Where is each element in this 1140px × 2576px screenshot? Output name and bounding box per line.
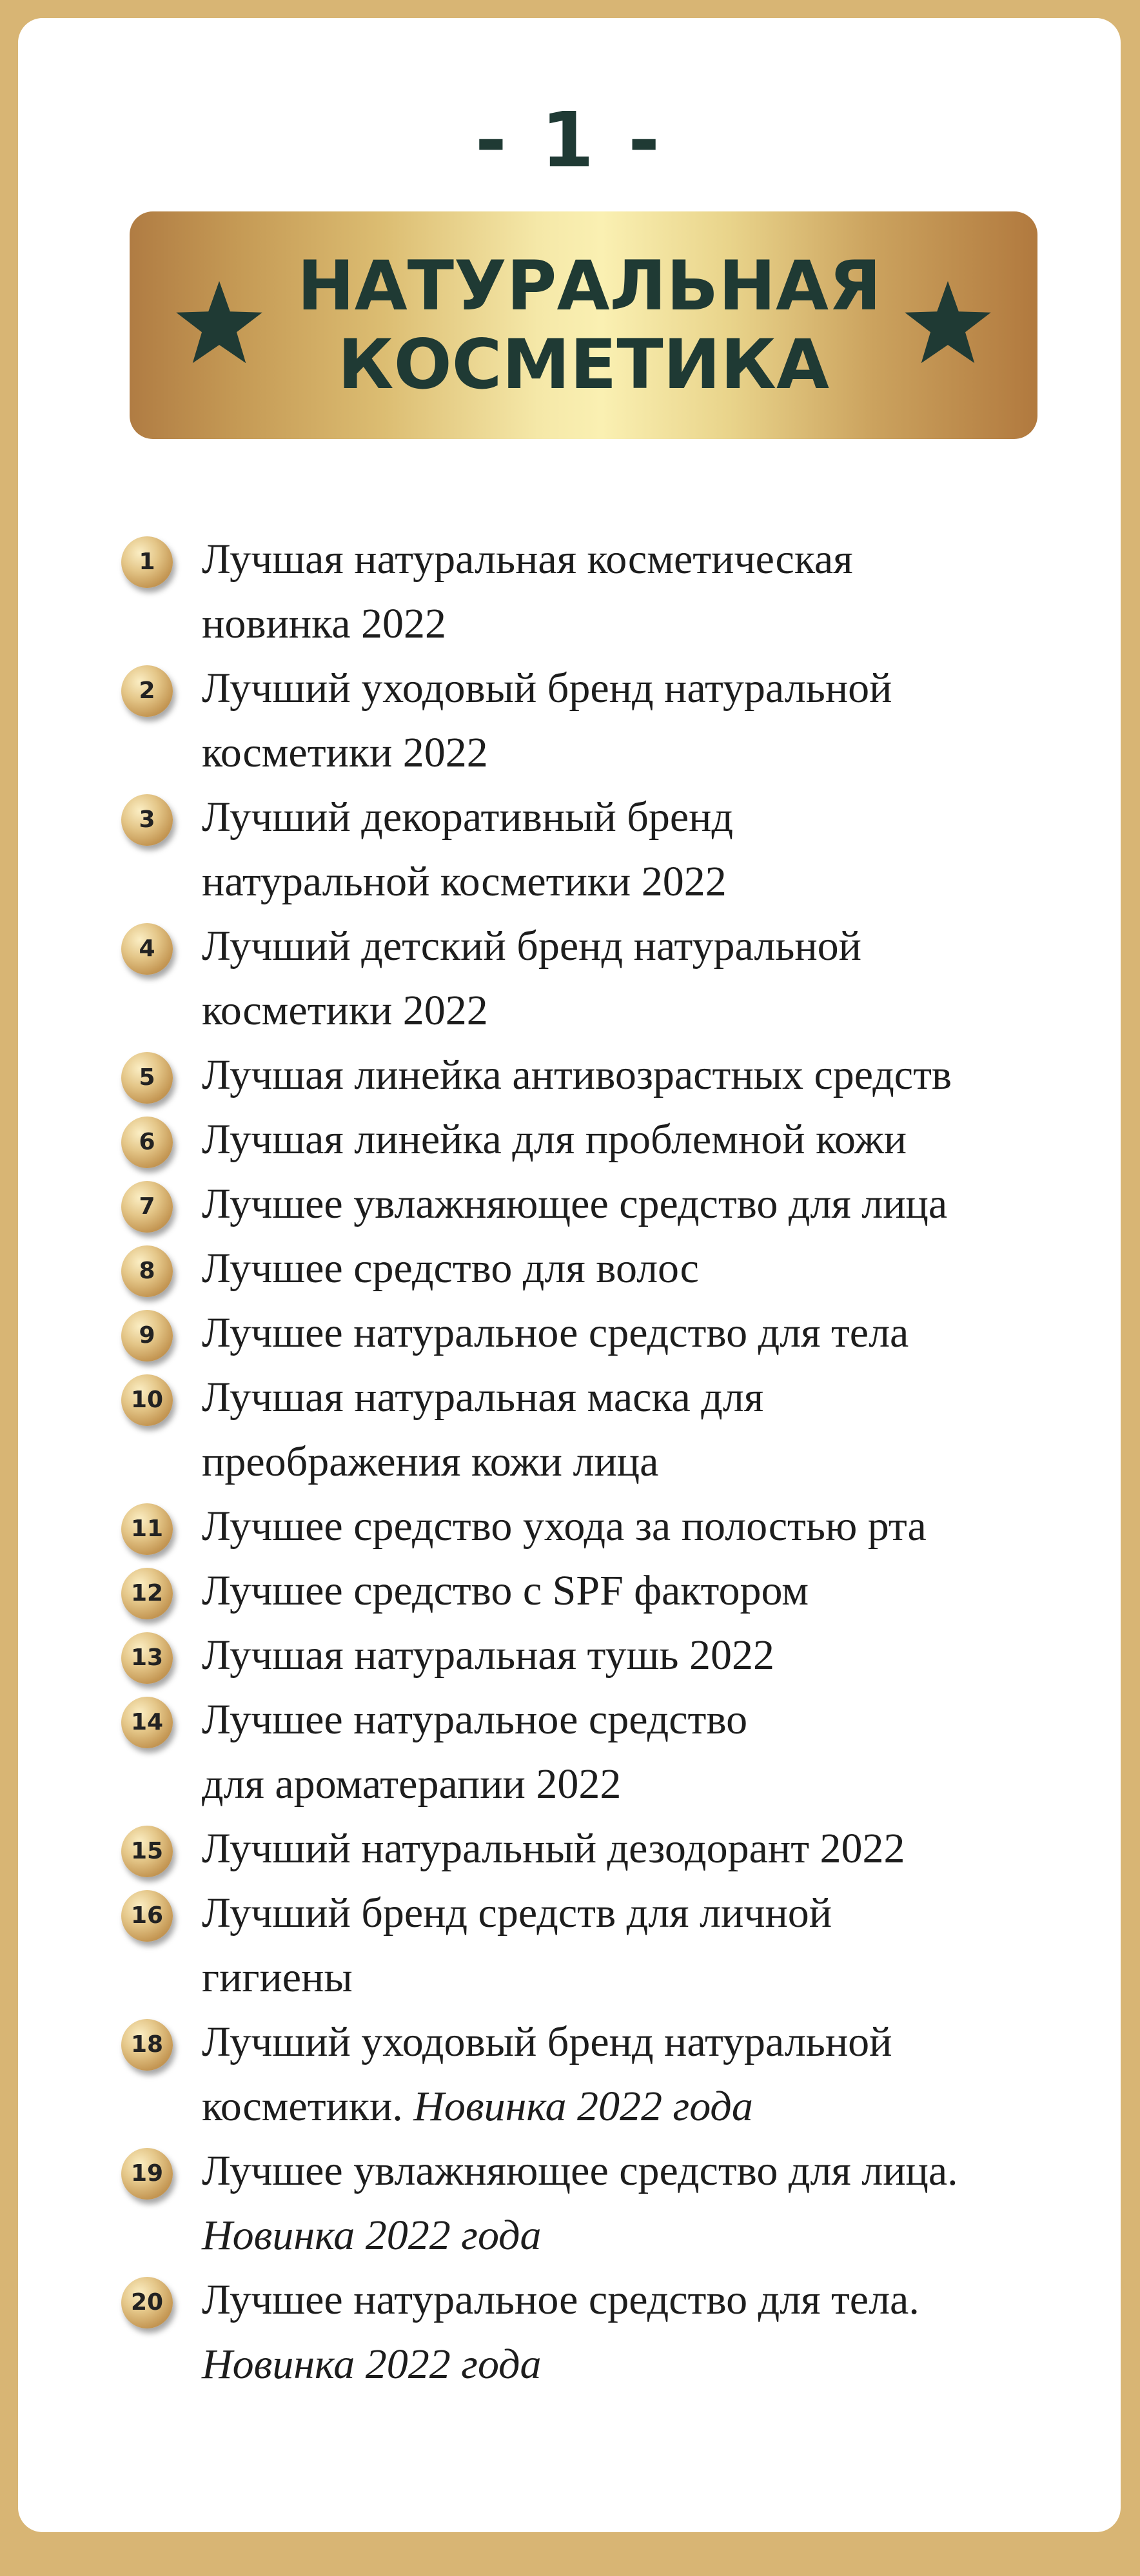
section-number: - 1 - (475, 95, 664, 184)
nomination-item (121, 2268, 1050, 2397)
nomination-text: Лучшая линейка для проблемной кожи (202, 1116, 907, 1163)
nomination-text: Лучшая натуральная косметическая (202, 536, 853, 583)
number-badge: 3 (121, 794, 173, 846)
nomination-text: Лучшее средство с SPF фактором (202, 1567, 809, 1614)
nomination-label (202, 785, 1050, 914)
nomination-label (202, 1043, 1050, 1107)
nomination-item (121, 1172, 1050, 1236)
nomination-text: Лучшее натуральное средство для тела. (202, 2276, 919, 2323)
number-badge: 9 (121, 1310, 173, 1361)
category-title-line1: НАТУРАЛЬНАЯ (297, 246, 881, 326)
nomination-item (121, 1365, 1050, 1494)
nomination-line (202, 1172, 1050, 1236)
nomination-label (202, 914, 1050, 1043)
number-badge: 5 (121, 1052, 173, 1104)
nomination-label (202, 1559, 1050, 1623)
nomination-item (121, 2139, 1050, 2268)
nomination-label (202, 1623, 1050, 1688)
nomination-text: Лучшая натуральная маска для (202, 1374, 764, 1421)
nomination-line (202, 785, 1050, 850)
number-badge: 7 (121, 1181, 173, 1233)
nomination-line (202, 2332, 1050, 2397)
nomination-line (202, 979, 1050, 1043)
nomination-line (202, 914, 1050, 979)
nomination-text: Лучший уходовый бренд натуральной (202, 665, 892, 712)
nomination-item (121, 1494, 1050, 1559)
nomination-label (202, 1172, 1050, 1236)
nomination-text: Лучшая линейка антивозрастных средств (202, 1051, 952, 1098)
nomination-line (202, 527, 1050, 592)
nomination-line (202, 2139, 1050, 2203)
nomination-line (202, 1236, 1050, 1301)
nomination-item (121, 1623, 1050, 1688)
nomination-text: Лучшее средство ухода за полостью рта (202, 1503, 927, 1550)
nomination-label (202, 2139, 1050, 2268)
nomination-label (202, 1365, 1050, 1494)
content-card (18, 18, 1121, 2532)
nomination-label (202, 1494, 1050, 1559)
nomination-text: Лучшее натуральное средство для тела (202, 1309, 909, 1356)
nomination-item (121, 1107, 1050, 1172)
nomination-item (121, 1559, 1050, 1623)
nomination-text: Лучшее увлажняющее средство для лица (202, 1180, 948, 1227)
nomination-item (121, 1817, 1050, 1881)
nomination-line (202, 721, 1050, 785)
nomination-label (202, 1817, 1050, 1881)
number-badge: 12 (121, 1568, 173, 1619)
nomination-item (121, 2010, 1050, 2139)
nomination-item (121, 1881, 1050, 2010)
nomination-text: Лучшее натуральное средство (202, 1696, 748, 1743)
nomination-item (121, 1236, 1050, 1301)
nomination-line (202, 1946, 1050, 2010)
number-badge: 13 (121, 1632, 173, 1684)
nomination-label (202, 1881, 1050, 2010)
nomination-line (202, 1881, 1050, 1946)
nomination-item (121, 1301, 1050, 1365)
nomination-line (202, 1365, 1050, 1430)
novelty-note: Новинка 2022 года (413, 2083, 753, 2130)
number-badge: 15 (121, 1826, 173, 1877)
star-icon (899, 277, 996, 374)
nomination-text: косметики 2022 (202, 987, 488, 1034)
nomination-text: косметики. (202, 2083, 403, 2130)
category-banner (130, 211, 1037, 439)
nomination-line (202, 656, 1050, 721)
nomination-line (202, 1043, 1050, 1107)
nomination-text: Лучшая натуральная тушь 2022 (202, 1632, 774, 1679)
nomination-line (202, 2268, 1050, 2332)
nomination-list (121, 527, 1050, 2397)
novelty-note: Новинка 2022 года (202, 2212, 542, 2259)
nomination-text: Лучший декоративный бренд (202, 794, 734, 841)
nomination-line (202, 1430, 1050, 1494)
number-badge: 4 (121, 923, 173, 975)
number-badge: 1 (121, 536, 173, 588)
nomination-item (121, 1688, 1050, 1817)
number-badge: 20 (121, 2277, 173, 2328)
nomination-line (202, 1301, 1050, 1365)
number-badge: 14 (121, 1697, 173, 1748)
nomination-item (121, 914, 1050, 1043)
nomination-label (202, 656, 1050, 785)
nomination-item (121, 785, 1050, 914)
nomination-line (202, 850, 1050, 914)
number-badge: 18 (121, 2019, 173, 2071)
number-badge: 10 (121, 1374, 173, 1426)
nomination-line (202, 1494, 1050, 1559)
novelty-note: Новинка 2022 года (202, 2341, 542, 2388)
nomination-line (202, 1559, 1050, 1623)
nomination-text: гигиены (202, 1954, 353, 2001)
nomination-item (121, 656, 1050, 785)
nomination-text: новинка 2022 (202, 600, 446, 647)
nomination-text: Лучшее средство для волос (202, 1245, 699, 1292)
number-badge: 16 (121, 1890, 173, 1942)
nomination-line (202, 2074, 1050, 2139)
nomination-text: Лучший натуральный дезодорант 2022 (202, 1825, 905, 1872)
nomination-text: преображения кожи лица (202, 1438, 659, 1485)
nomination-text: для ароматерапии 2022 (202, 1761, 622, 1808)
nomination-line (202, 1107, 1050, 1172)
nomination-text: натуральной косметики 2022 (202, 858, 727, 905)
nomination-label (202, 1688, 1050, 1817)
nomination-text: Лучший уходовый бренд натуральной (202, 2018, 892, 2065)
nomination-item (121, 1043, 1050, 1107)
nomination-line (202, 2010, 1050, 2074)
star-icon (171, 277, 268, 374)
nomination-text: Лучший детский бренд натуральной (202, 922, 861, 970)
category-title-line2: КОСМЕТИКА (337, 325, 830, 404)
nomination-line (202, 592, 1050, 656)
nomination-line (202, 1623, 1050, 1688)
nomination-label (202, 1107, 1050, 1172)
number-badge: 6 (121, 1117, 173, 1168)
number-badge: 2 (121, 665, 173, 717)
number-badge: 11 (121, 1503, 173, 1555)
nomination-label (202, 527, 1050, 656)
category-title (297, 246, 881, 404)
number-badge: 19 (121, 2148, 173, 2200)
nomination-line (202, 2203, 1050, 2268)
nomination-line (202, 1752, 1050, 1817)
nomination-label (202, 2268, 1050, 2397)
nomination-label (202, 2010, 1050, 2139)
nomination-label (202, 1301, 1050, 1365)
nomination-text: Лучшее увлажняющее средство для лица. (202, 2147, 958, 2194)
nomination-line (202, 1817, 1050, 1881)
nomination-label (202, 1236, 1050, 1301)
nomination-text: косметики 2022 (202, 729, 488, 776)
nomination-line (202, 1688, 1050, 1752)
nomination-item (121, 527, 1050, 656)
number-badge: 8 (121, 1245, 173, 1297)
nomination-text: Лучший бренд средств для личной (202, 1889, 832, 1937)
